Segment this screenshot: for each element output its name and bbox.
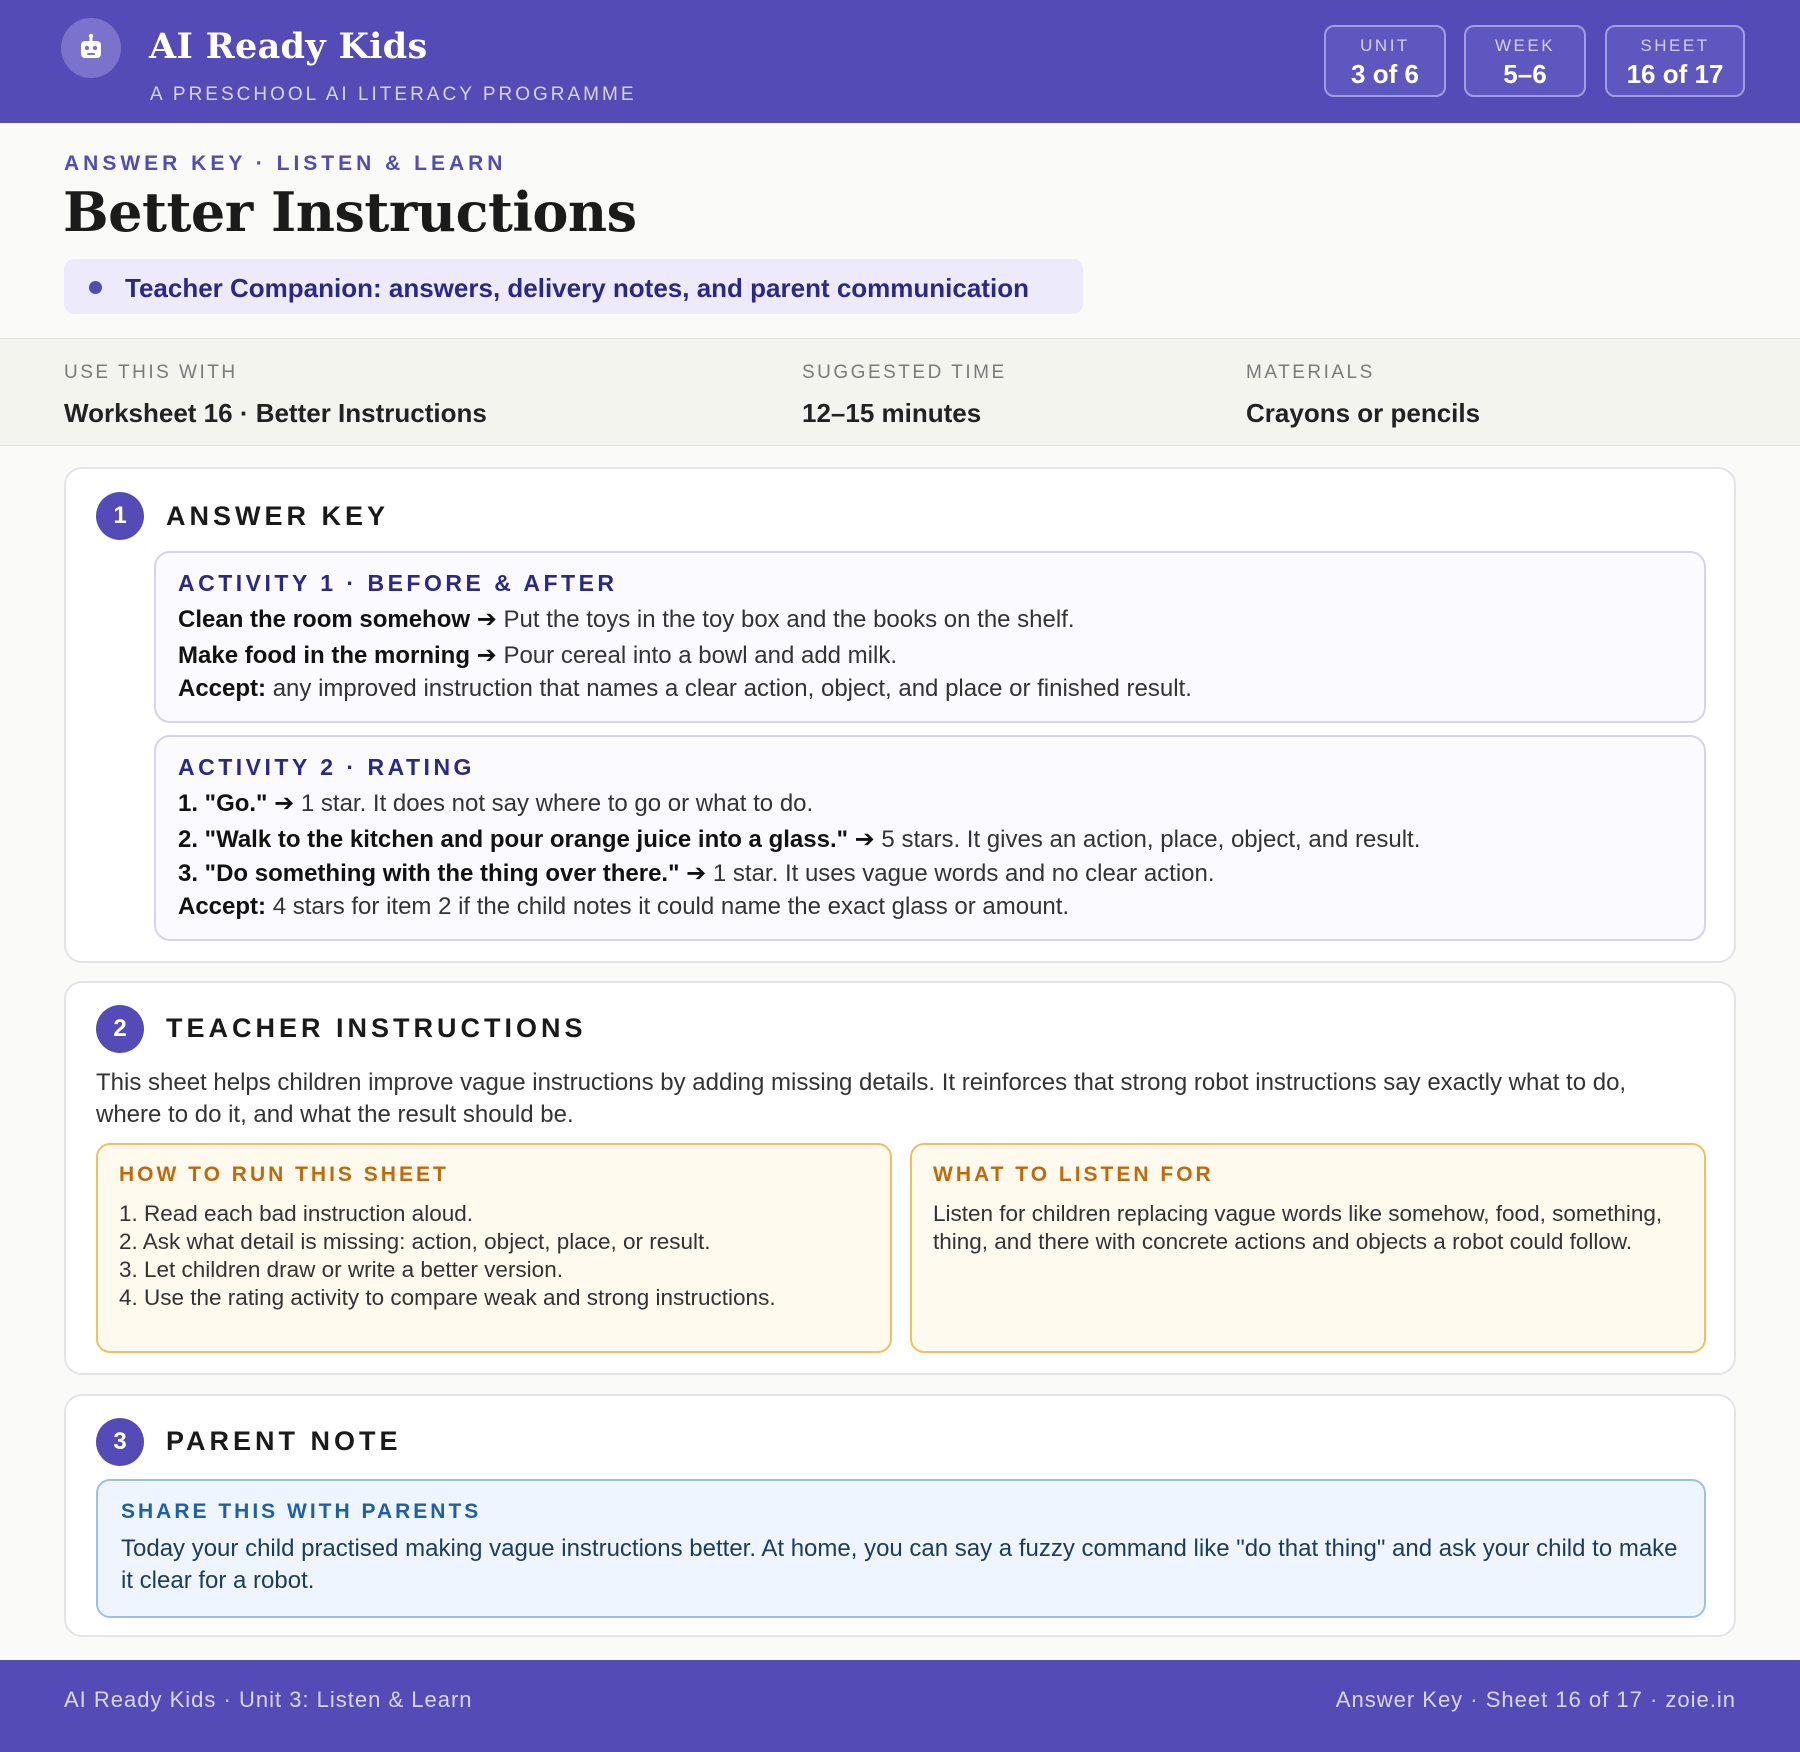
answer-text: any improved instruction that names a clear action, object, and place or finished result. (266, 675, 1192, 702)
share-with-parents-box (96, 1479, 1706, 1618)
activity-2-box (154, 735, 1706, 941)
section-title: PARENT NOTE (166, 1426, 402, 1456)
info-suggested-time (802, 362, 1007, 429)
answer-prompt: Make food in the morning ➔ (178, 642, 497, 669)
section-number: 3 (96, 1418, 144, 1466)
listen-for-box (910, 1143, 1706, 1353)
step-item: 2. Ask what detail is missing: action, object, place, or result. (119, 1229, 711, 1254)
answer-line (178, 825, 1420, 854)
info-value: Crayons or pencils (1246, 398, 1481, 428)
sheet-chip-value: 16 of 17 (1626, 59, 1724, 89)
brand-tagline: A PRESCHOOL AI LITERACY PROGRAMME (150, 84, 637, 105)
answer-prompt: 3. "Do something with the thing over there." ➔ (178, 860, 707, 887)
answer-line (178, 859, 1215, 888)
info-label: USE THIS WITH (64, 362, 238, 383)
sheet-chip-label: SHEET (1640, 36, 1710, 55)
brand-name: AI Ready Kids (149, 26, 428, 67)
info-materials (1246, 362, 1480, 429)
how-to-run-title: HOW TO RUN THIS SHEET (119, 1163, 449, 1186)
activity-1-box (154, 551, 1706, 723)
week-chip-value: 5–6 (1503, 59, 1547, 89)
info-value: 12–15 minutes (802, 398, 982, 428)
unit-chip-label: UNIT (1360, 36, 1410, 55)
header (0, 0, 1800, 123)
teacher-intro: This sheet helps children improve vague instructions by adding missing details. It reinforces that strong robot instructions say exactly what to do, where to do it, and what the result should be. (96, 1069, 1627, 1128)
logo (61, 18, 121, 78)
answer-line (178, 675, 1192, 703)
answer-line (178, 605, 1075, 634)
bullet-dot-icon (89, 281, 102, 294)
companion-pill (64, 259, 1083, 314)
info-label: SUGGESTED TIME (802, 362, 1007, 383)
how-to-run-box (96, 1143, 892, 1353)
answer-key-section (64, 467, 1736, 963)
info-bar (0, 338, 1800, 446)
footer-left: AI Ready Kids · Unit 3: Listen & Learn (64, 1687, 473, 1712)
activity-title: ACTIVITY 2 · RATING (178, 754, 475, 780)
info-use-with (64, 362, 487, 429)
robot-icon (76, 33, 106, 63)
activity-title: ACTIVITY 1 · BEFORE & AFTER (178, 570, 618, 596)
week-chip (1464, 25, 1586, 97)
section-title: TEACHER INSTRUCTIONS (166, 1013, 587, 1043)
section-number: 1 (96, 492, 144, 540)
answer-text: 1 star. It does not say where to go or what to do. (294, 790, 814, 817)
teacher-instructions-section (64, 981, 1736, 1375)
eyebrow: ANSWER KEY · LISTEN & LEARN (64, 152, 507, 175)
answer-text: 4 stars for item 2 if the child notes it could name the exact glass or amount. (266, 893, 1070, 920)
answer-line (178, 641, 897, 670)
footer (0, 1660, 1800, 1752)
info-value: Worksheet 16 · Better Instructions (64, 398, 487, 428)
answer-text: 5 stars. It gives an action, place, object, and result. (874, 826, 1421, 853)
answer-prompt: 2. "Walk to the kitchen and pour orange juice into a glass." ➔ (178, 826, 875, 853)
parent-note-section (64, 1394, 1736, 1637)
step-item: 1. Read each bad instruction aloud. (119, 1201, 473, 1226)
parent-note-text: Today your child practised making vague instructions better. At home, you can say a fuzzy command like "do that thing" and ask your child to make it clear for a robot. (121, 1535, 1678, 1594)
answer-text: 1 star. It uses vague words and no clear action. (706, 860, 1215, 887)
companion-pill-text: Teacher Companion: answers, delivery notes, and parent communication (125, 273, 1029, 303)
answer-prompt: Accept: (178, 893, 267, 920)
unit-chip-value: 3 of 6 (1351, 59, 1419, 89)
share-title: SHARE THIS WITH PARENTS (121, 1500, 482, 1523)
answer-line (178, 893, 1069, 921)
how-to-run-steps (119, 1200, 859, 1312)
step-item: 4. Use the rating activity to compare weak and strong instructions. (119, 1285, 776, 1310)
unit-chip (1324, 25, 1446, 97)
listen-for-title: WHAT TO LISTEN FOR (933, 1163, 1214, 1186)
answer-line (178, 789, 813, 818)
section-number: 2 (96, 1005, 144, 1053)
answer-text: Pour cereal into a bowl and add milk. (496, 642, 897, 669)
listen-for-text: Listen for children replacing vague words like somehow, food, something, thing, and there with concrete actions and objects a robot could follow. (933, 1201, 1663, 1254)
answer-prompt: 1. "Go." ➔ (178, 790, 295, 817)
page-title: Better Instructions (63, 180, 637, 244)
answer-prompt: Clean the room somehow ➔ (178, 606, 497, 633)
step-item: 3. Let children draw or write a better version. (119, 1257, 563, 1282)
answer-prompt: Accept: (178, 675, 267, 702)
info-label: MATERIALS (1246, 362, 1375, 383)
answer-text: Put the toys in the toy box and the books on the shelf. (496, 606, 1075, 633)
sheet-chip (1605, 25, 1745, 97)
section-title: ANSWER KEY (166, 501, 390, 531)
footer-right: Answer Key · Sheet 16 of 17 · zoie.in (1335, 1687, 1736, 1712)
week-chip-label: WEEK (1494, 36, 1556, 55)
